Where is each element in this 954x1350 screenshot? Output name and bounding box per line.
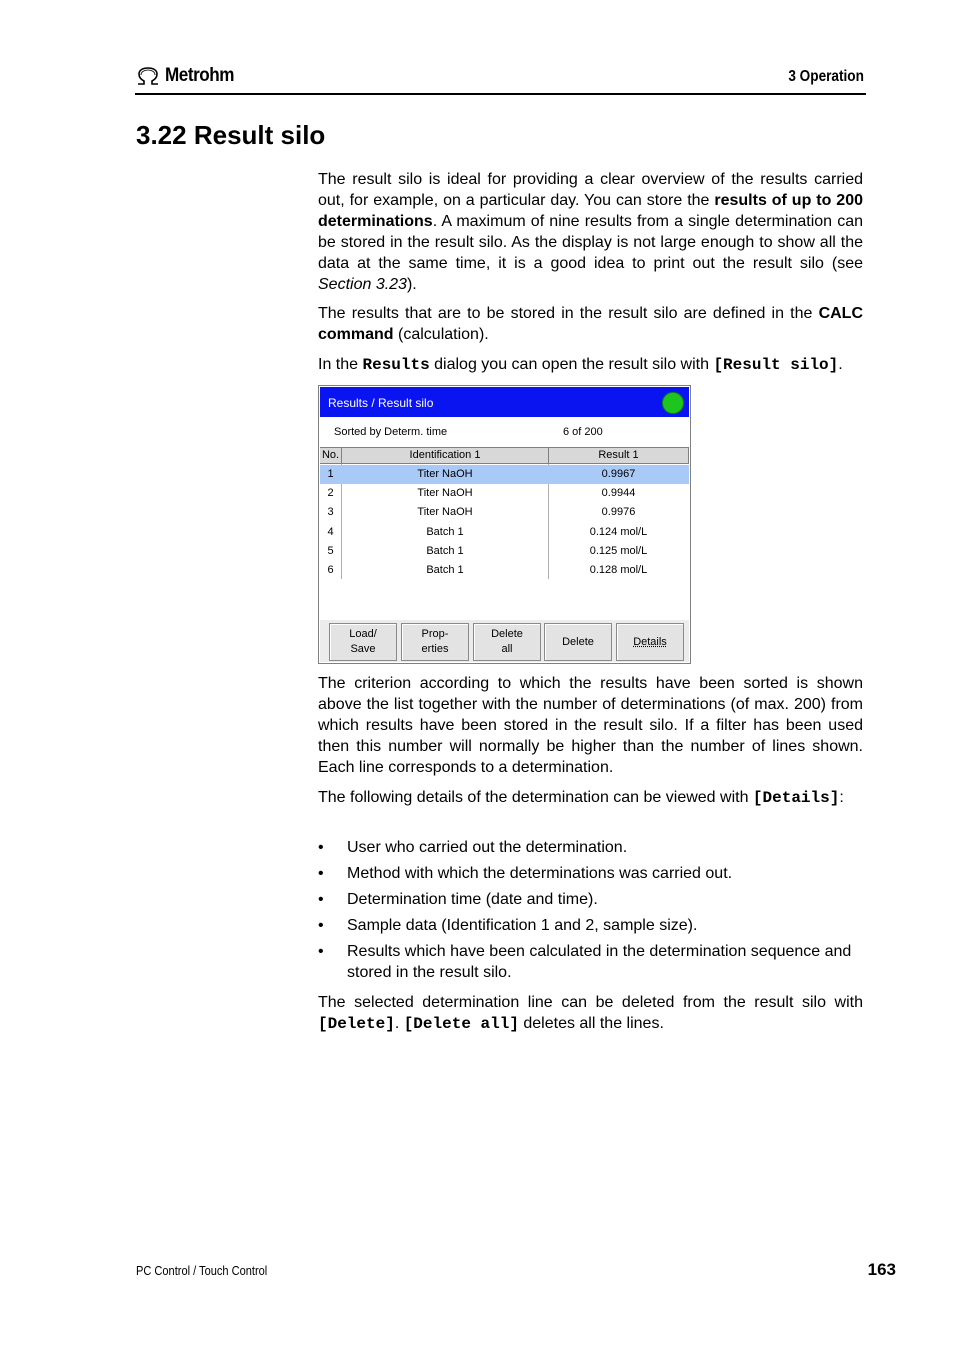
row-no: 1 [327,468,334,480]
row-result: 0.9976 [601,506,636,518]
page-number: 163 [867,1260,896,1279]
details-list [318,837,863,988]
intro-paragraph: The result silo is ideal for providing a clear overview of the results carried out, for example, on a particular day. You can store the results of up to 200 determinations. A maximum of nine results from a single determination can be stored in the result silo. As the display is not large enough to show all the data at the same time, it is a good idea to print out the result silo (see Section 3.23). [318,171,863,293]
row-result: 0.124 mol/L [589,526,648,538]
row-no: 5 [327,545,334,557]
row-identification: Titer NaOH [417,506,473,518]
calc-paragraph: The results that are to be stored in the result silo are defined in the CALC command (calculation). [318,305,863,343]
dialog-button-bar [320,620,689,662]
column-header-result[interactable]: Result 1 [549,448,689,464]
load-save-button[interactable]: Load/ Save [329,623,397,661]
table-row[interactable] [320,465,689,484]
row-result: 0.9944 [601,487,636,499]
results-table[interactable] [320,447,689,621]
table-row[interactable] [320,561,689,580]
row-result: 0.125 mol/L [589,545,648,557]
column-header-no[interactable]: No. [320,448,342,464]
result-silo-dialog [318,385,691,664]
list-item: • Determination time (date and time). [318,889,863,910]
list-item: • Method with which the determinations was carried out. [318,863,863,884]
row-result: 0.9967 [601,468,636,480]
row-no: 3 [327,506,334,518]
determination-count: 6 of 200 [563,426,603,438]
delete-paragraph: The selected determination line can be deleted from the result silo with [Delete]. [Delete all] deletes all the lines. [318,994,863,1033]
delete-all-button[interactable]: Delete all [473,623,541,661]
row-no: 4 [327,526,334,538]
table-row[interactable] [320,484,689,503]
metrohm-logo [135,65,242,87]
details-paragraph: The following details of the determination can be viewed with [Details]: [318,789,844,807]
sort-criterion: Sorted by Determ. time [334,426,448,438]
chapter-label: 3 Operation [788,68,864,85]
row-identification: Batch 1 [426,526,464,538]
logo-text: Metrohm [165,65,235,86]
list-item: • User who carried out the determination. [318,837,863,858]
list-item: • Sample data (Identification 1 and 2, sample size). [318,915,863,936]
row-result: 0.128 mol/L [589,564,648,576]
table-row[interactable] [320,503,689,522]
row-identification: Titer NaOH [417,487,473,499]
section-title: 3.22 Result silo [136,120,326,150]
row-identification: Batch 1 [426,564,464,576]
footer-product: PC Control / Touch Control [136,1263,268,1278]
page-header [135,62,866,95]
dialog-title-bar [320,387,689,417]
row-no: 2 [327,487,334,499]
properties-button[interactable]: Prop- erties [401,623,469,661]
row-no: 6 [327,564,334,576]
row-identification: Batch 1 [426,545,464,557]
omega-icon [135,66,161,86]
row-identification: Titer NaOH [417,468,473,480]
criterion-paragraph: The criterion according to which the results have been sorted is shown above the list together with the number of determinations (of max. 200) from which results have been stored in the result silo. If a filter has been used then this number will normally be higher than the number of lines shown. Each line corresponds to a determination. [318,675,863,776]
table-row[interactable] [320,523,689,542]
list-item: • Results which have been calculated in the determination sequence and stored in the result silo. [318,941,863,983]
table-row[interactable] [320,542,689,561]
delete-button[interactable]: Delete [544,623,612,661]
dialog-title: Results / Result silo [328,396,434,410]
status-led-icon [662,392,684,414]
column-header-identification[interactable]: Identification 1 [342,448,549,464]
details-button[interactable]: Details [616,623,684,661]
open-silo-paragraph: In the Results dialog you can open the result silo with [Result silo]. [318,356,843,374]
